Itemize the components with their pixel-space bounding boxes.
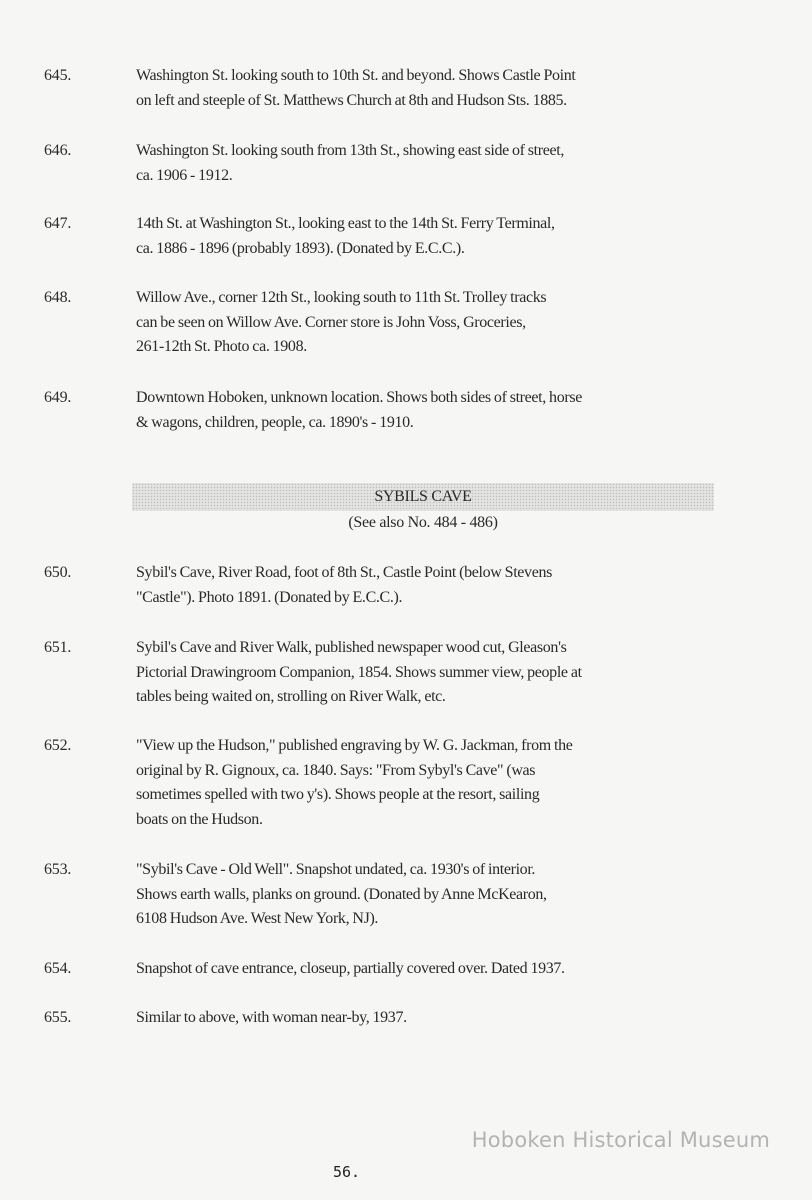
entry-line: Washington St. looking south to 10th St. and beyond. Shows Castle Point xyxy=(136,67,576,84)
page-number: 56. xyxy=(333,1163,361,1181)
entry-number: 655. xyxy=(44,1009,72,1026)
entry-description xyxy=(136,286,676,360)
entry-description xyxy=(136,386,676,435)
entry-line: 14th St. at Washington St., looking east to the 14th St. Ferry Terminal, xyxy=(136,215,555,232)
entry-number: 653. xyxy=(44,861,72,878)
entry-description xyxy=(136,139,676,188)
entry-line: Sybil's Cave, River Road, foot of 8th St., Castle Point (below Stevens xyxy=(136,564,552,581)
museum-watermark: Hoboken Historical Museum xyxy=(471,1128,770,1152)
entry-number: 648. xyxy=(44,289,72,306)
entry-description xyxy=(136,561,676,610)
entry-line: Willow Ave., corner 12th St., looking south to 11th St. Trolley tracks xyxy=(136,289,547,306)
entry-line: sometimes spelled with two y's). Shows people at the resort, sailing xyxy=(136,786,540,803)
entry-line: 6108 Hudson Ave. West New York, NJ). xyxy=(136,910,379,927)
entry-description xyxy=(136,957,676,982)
section-subtitle: (See also No. 484 - 486) xyxy=(348,514,498,531)
entry-description xyxy=(136,636,676,710)
entry-description xyxy=(136,64,676,113)
entry-line: Downtown Hoboken, unknown location. Shows both sides of street, horse xyxy=(136,389,582,406)
entry-number: 645. xyxy=(44,67,72,84)
entry-description xyxy=(136,858,676,932)
entry-description xyxy=(136,212,676,261)
entry-number: 650. xyxy=(44,564,72,581)
entry-line: Washington St. looking south from 13th St., showing east side of street, xyxy=(136,142,564,159)
entry-line: & wagons, children, people, ca. 1890's - 1910. xyxy=(136,413,414,431)
entry-line: boats on the Hudson. xyxy=(136,810,263,828)
entry-line: Sybil's Cave and River Walk, published newspaper wood cut, Gleason's xyxy=(136,639,567,656)
entry-line: Snapshot of cave entrance, closeup, partially covered over. Dated 1937. xyxy=(136,960,565,977)
entry-line: ca. 1906 - 1912. xyxy=(136,166,233,184)
entry-number: 651. xyxy=(44,639,72,656)
entry-line: Similar to above, with woman near-by, 1937. xyxy=(136,1009,407,1026)
entry-description xyxy=(136,1006,676,1031)
entry-line: Pictorial Drawingroom Companion, 1854. Shows summer view, people at xyxy=(136,663,582,681)
entry-number: 646. xyxy=(44,142,72,159)
entry-description xyxy=(136,734,676,832)
entry-number: 652. xyxy=(44,737,72,754)
entry-number: 654. xyxy=(44,960,72,977)
entry-line: can be seen on Willow Ave. Corner store is John Voss, Groceries, xyxy=(136,313,526,331)
entry-line: on left and steeple of St. Matthews Church at 8th and Hudson Sts. 1885. xyxy=(136,91,567,109)
entry-line: original by R. Gignoux, ca. 1840. Says: "From Sybyl's Cave" (was xyxy=(136,761,536,779)
entry-line: Shows earth walls, planks on ground. (Donated by Anne McKearon, xyxy=(136,885,547,903)
entry-line: 261-12th St. Photo ca. 1908. xyxy=(136,338,307,355)
entry-line: tables being waited on, strolling on River Walk, etc. xyxy=(136,688,446,705)
section-title: SYBILS CAVE xyxy=(374,488,472,505)
entry-line: "View up the Hudson," published engraving by W. G. Jackman, from the xyxy=(136,737,573,754)
entry-number: 647. xyxy=(44,215,72,232)
entry-line: ca. 1886 - 1896 (probably 1893). (Donated by E.C.C.). xyxy=(136,239,465,257)
entry-number: 649. xyxy=(44,389,72,406)
entry-line: "Castle"). Photo 1891. (Donated by E.C.C.). xyxy=(136,588,403,606)
entry-line: "Sybil's Cave - Old Well". Snapshot undated, ca. 1930's of interior. xyxy=(136,861,536,878)
